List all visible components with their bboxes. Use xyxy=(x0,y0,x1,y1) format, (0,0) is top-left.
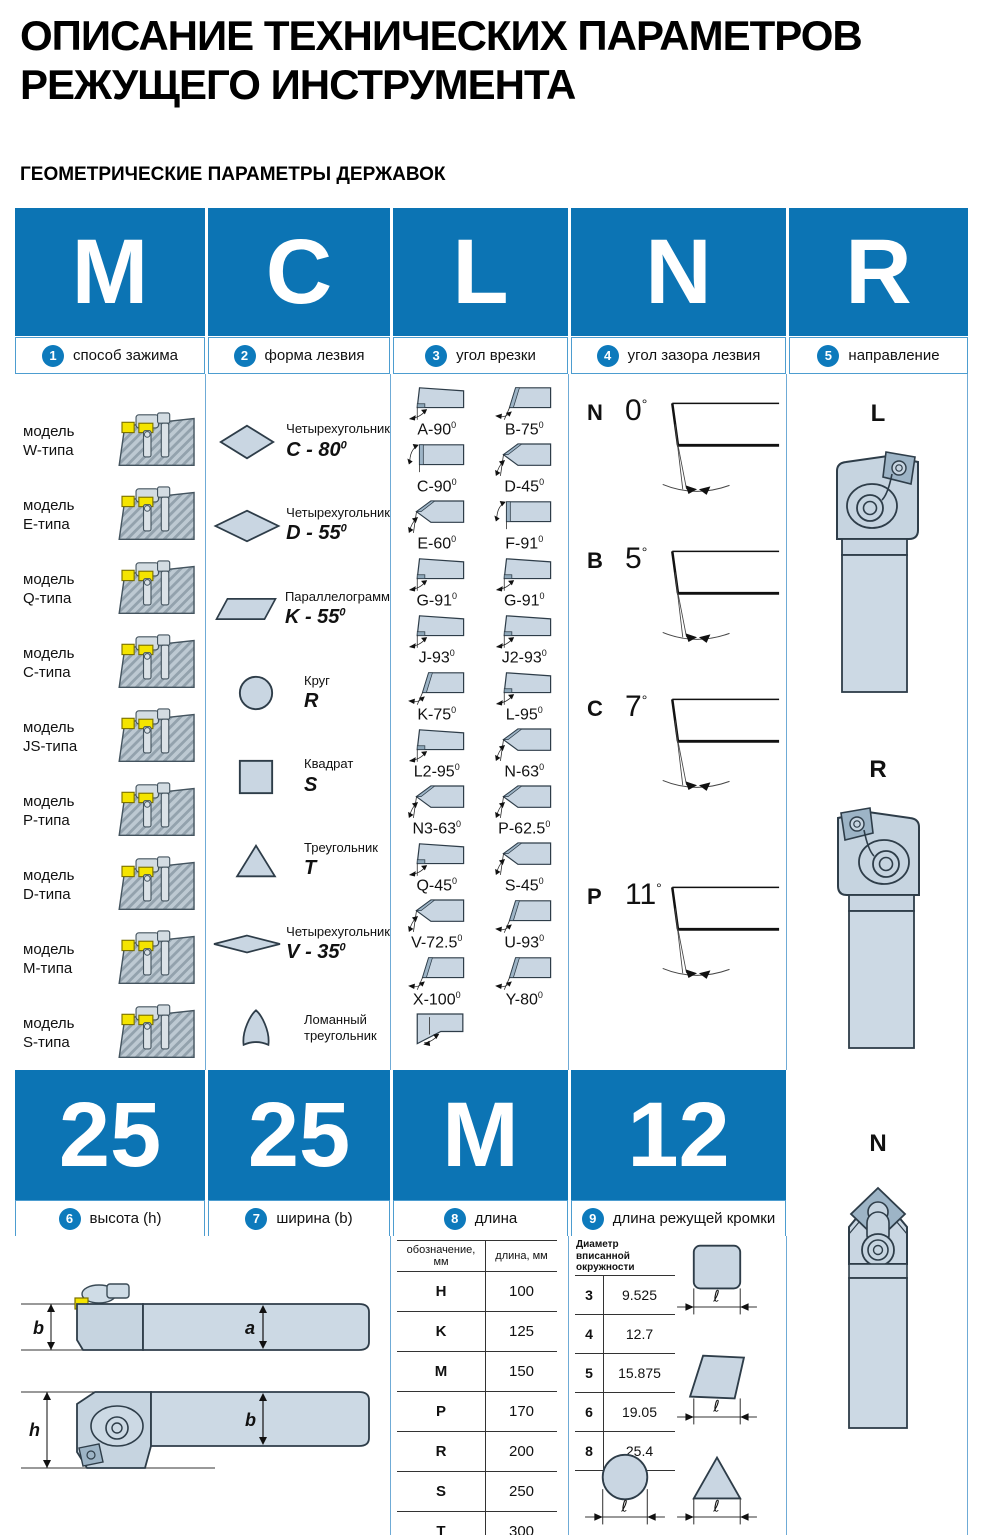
blade-shapes-column xyxy=(208,374,391,1070)
cutting-angle-label: $L2-95^0$ xyxy=(413,762,460,781)
cutting-angle-diagram-icon xyxy=(397,840,477,878)
param-number-badge: 9 xyxy=(582,1208,604,1230)
cutting-angle-cell xyxy=(393,441,481,498)
model-row: модель P-типа xyxy=(15,774,205,848)
shape-name: Ломанный xyxy=(304,1011,367,1027)
clearance-angle-row xyxy=(571,388,786,536)
shape-code: D - $55^0$ xyxy=(286,522,347,545)
param-number-badge: 7 xyxy=(245,1208,267,1230)
shape-row xyxy=(208,903,390,987)
model-row: модель D-типа xyxy=(15,848,205,922)
svg-text:ℓ: ℓ xyxy=(713,1496,720,1516)
cutting-angle-label: $J-93^0$ xyxy=(418,648,455,667)
shape-name: Четырехугольник xyxy=(286,923,390,939)
table-row: K 125 xyxy=(397,1312,557,1352)
clamp-section-image xyxy=(103,930,199,988)
cutting-angle-cell xyxy=(481,441,569,498)
cutting-angle-diagram-icon xyxy=(484,498,564,536)
table-row: 8 25.4 xyxy=(575,1431,675,1470)
cutting-angle-label: $F-91^0$ xyxy=(505,534,544,553)
table-row: H 100 xyxy=(397,1272,557,1312)
param-number-badge: 4 xyxy=(597,345,619,367)
clamp-section-image xyxy=(103,1004,199,1062)
shape-code: V - $35^0$ xyxy=(286,941,346,963)
holder-dimensions-panel xyxy=(15,1236,391,1535)
cutting-angle-label: $A-90^0$ xyxy=(417,420,457,439)
length-table xyxy=(397,1240,557,1535)
shape-name: Четырехугольник xyxy=(286,505,390,520)
clamp-section-image xyxy=(103,708,199,766)
cutting-angle-diagram-icon xyxy=(484,726,564,764)
param-label-4 xyxy=(571,337,786,374)
param-label-text: способ зажима xyxy=(72,347,179,364)
length-table-panel xyxy=(393,1236,569,1535)
cutting-angle-label: P-62.5$^0$ xyxy=(498,819,551,838)
param-number-badge: 5 xyxy=(817,345,839,367)
shape-name: Квадрат xyxy=(304,756,354,772)
param-number-badge: 3 xyxy=(425,345,447,367)
holder-code-cell-5: R xyxy=(789,208,968,336)
table-row: 6 19.05 xyxy=(575,1392,675,1431)
svg-text:a: a xyxy=(245,1318,256,1338)
model-row: модель JS-типа xyxy=(15,700,205,774)
cutting-angle-diagram-icon xyxy=(397,612,477,650)
section-subtitle: ГЕОМЕТРИЧЕСКИЕ ПАРАМЕТРЫ ДЕРЖАВОК xyxy=(20,164,446,185)
size-code-cell-edge: 12 xyxy=(571,1070,786,1200)
cutting-angle-label: $L-95^0$ xyxy=(505,705,543,724)
table-row: 4 12.7 xyxy=(575,1314,675,1353)
clamp-section-image xyxy=(103,634,199,692)
clearance-diagram-icon xyxy=(657,536,781,664)
clamp-models-column xyxy=(15,374,206,1070)
model-row: модель W-типа xyxy=(15,404,205,478)
holder-code-cell-2: C xyxy=(208,208,390,336)
direction-tool-left-image xyxy=(822,442,934,694)
param-label-text: длина xyxy=(474,1210,518,1227)
cutting-angle-label: $Y-80^0$ xyxy=(505,990,543,1009)
cutting-angle-diagram-icon xyxy=(484,612,564,650)
shape-code: S xyxy=(304,773,318,796)
cutting-angle-cell xyxy=(481,783,569,840)
shape-triangle-icon xyxy=(208,843,304,879)
cutting-angle-diagram-icon xyxy=(397,555,477,593)
shape-name: Треугольник xyxy=(304,840,378,855)
cutting-angle-cell xyxy=(481,954,569,1011)
direction-column xyxy=(789,374,968,1535)
cutting-angle-diagram-icon xyxy=(484,441,564,479)
param-label-text: угол врезки xyxy=(456,347,536,364)
cutting-angle-cell xyxy=(393,612,481,669)
shape-name: Круг xyxy=(304,672,330,688)
shape-row xyxy=(208,484,390,568)
shape-square-icon xyxy=(208,758,304,796)
cutting-angle-diagram-icon xyxy=(397,1011,477,1049)
cutting-angle-diagram-icon xyxy=(484,555,564,593)
clamp-section-image xyxy=(103,856,199,914)
param-label-1 xyxy=(15,337,205,374)
param-label-8 xyxy=(393,1200,568,1237)
holder-side-view-image xyxy=(15,1278,387,1374)
cutting-angle-cell xyxy=(393,555,481,612)
model-row: модель E-типа xyxy=(15,478,205,552)
cutting-angle-diagram-icon xyxy=(484,897,564,935)
cutting-angle-label: $C-90^0$ xyxy=(416,477,457,496)
clamp-section-image xyxy=(103,782,199,840)
page-title-line1: ОПИСАНИЕ ТЕХНИЧЕСКИХ ПАРАМЕТРОВ xyxy=(20,12,862,59)
cutting-angle-cell xyxy=(481,612,569,669)
cutting-angle-cell xyxy=(481,669,569,726)
cutting-angle-label: V-72.5$^0$ xyxy=(411,933,463,952)
holder-code-cell-1: M xyxy=(15,208,205,336)
table-row: R 200 xyxy=(397,1432,557,1472)
size-code-cell-width: 25 xyxy=(208,1070,390,1200)
clearance-angles-column xyxy=(571,374,787,1070)
shape-circle-icon xyxy=(208,674,304,712)
cutting-angle-label: $E-60^0$ xyxy=(417,534,457,553)
edge-length-parallelogram-icon xyxy=(675,1352,759,1430)
inscribed-circle-table xyxy=(575,1238,675,1471)
clearance-value: 0° xyxy=(625,394,648,427)
model-row: модель S-типа xyxy=(15,996,205,1070)
table-row: T 300 xyxy=(397,1512,557,1535)
param-label-text: направление xyxy=(848,347,940,364)
cutting-angle-cell xyxy=(393,840,481,897)
cutting-angle-label: $G-91^0$ xyxy=(503,591,545,610)
cutting-angle-label: $J2-93^0$ xyxy=(501,648,547,667)
cutting-angle-cell xyxy=(393,954,481,1011)
edge-length-triangle-icon xyxy=(675,1452,759,1530)
shape-code: R xyxy=(304,689,319,712)
table-row: S 250 xyxy=(397,1472,557,1512)
cutting-angle-label: $S-45^0$ xyxy=(504,876,544,895)
clearance-letter: B xyxy=(587,548,603,573)
param-label-text: форма лезвия xyxy=(264,347,365,364)
cutting-angle-cell-unlabeled xyxy=(393,1011,481,1068)
param-label-text: ширина (b) xyxy=(276,1210,353,1227)
cutting-angle-diagram-icon xyxy=(397,897,477,935)
direction-label-neutral: N xyxy=(869,1130,887,1157)
param-number-badge: 1 xyxy=(42,345,64,367)
cutting-angle-diagram-icon xyxy=(397,954,477,992)
cutting-angle-label: $N-63^0$ xyxy=(504,762,545,781)
cutting-angles-column xyxy=(393,374,569,1070)
edge-length-panel xyxy=(571,1236,787,1535)
length-table-header-length: длина, мм xyxy=(486,1241,558,1272)
param-number-badge: 2 xyxy=(234,345,256,367)
svg-text:ℓ: ℓ xyxy=(713,1396,720,1416)
holder-code-cell-4: N xyxy=(571,208,786,336)
cutting-angle-cell xyxy=(393,669,481,726)
svg-text:ℓ: ℓ xyxy=(621,1496,628,1516)
clamp-section-image xyxy=(103,560,199,618)
shape-diamond-35-icon xyxy=(208,933,286,955)
cutting-angle-diagram-icon xyxy=(397,783,477,821)
param-label-7 xyxy=(208,1200,390,1237)
clearance-value: 5° xyxy=(625,542,648,575)
shape-trigon-icon xyxy=(208,1007,304,1049)
clearance-angle-row xyxy=(571,872,786,1020)
holder-code-cell-3: L xyxy=(393,208,568,336)
shape-diamond-80-icon xyxy=(208,423,286,461)
shape-row xyxy=(208,735,390,819)
cutting-angle-diagram-icon xyxy=(484,669,564,707)
clearance-letter: N xyxy=(587,400,603,425)
shape-code: K - $55^0$ xyxy=(284,606,346,628)
cutting-angle-diagram-icon xyxy=(484,954,564,992)
svg-text:h: h xyxy=(29,1420,40,1440)
table-row: 5 15.875 xyxy=(575,1353,675,1392)
inscribed-circle-header: Диаметр вписанной окружности xyxy=(575,1238,675,1275)
cutting-angle-cell xyxy=(481,840,569,897)
model-row: модель Q-типа xyxy=(15,552,205,626)
cutting-angle-label: $N3-63^0$ xyxy=(412,819,462,838)
param-label-text: угол зазора лезвия xyxy=(627,347,761,364)
cutting-angle-diagram-icon xyxy=(397,384,477,422)
cutting-angle-label: $X-100^0$ xyxy=(412,990,461,1009)
cutting-angle-label: $Q-45^0$ xyxy=(416,876,458,895)
cutting-angle-cell xyxy=(481,498,569,555)
shape-code: T xyxy=(304,857,317,880)
shape-code: C - $80^0$ xyxy=(286,438,347,461)
clearance-diagram-icon xyxy=(657,872,781,1000)
svg-text:b: b xyxy=(245,1410,256,1430)
clearance-value: 7° xyxy=(625,690,648,723)
clearance-letter: P xyxy=(587,884,602,909)
cutting-angle-diagram-icon xyxy=(397,726,477,764)
cutting-angle-cell xyxy=(481,726,569,783)
direction-tool-neutral-image xyxy=(822,1172,934,1430)
shape-row xyxy=(208,400,390,484)
cutting-angle-label: $B-75^0$ xyxy=(504,420,544,439)
cutting-angle-label: $K-75^0$ xyxy=(417,705,457,724)
cutting-angle-cell xyxy=(393,897,481,954)
page-title xyxy=(20,12,862,109)
param-label-2 xyxy=(208,337,390,374)
param-number-badge: 6 xyxy=(59,1208,81,1230)
svg-text:b: b xyxy=(33,1318,44,1338)
cutting-angle-diagram-icon xyxy=(397,669,477,707)
svg-text:ℓ: ℓ xyxy=(713,1286,720,1306)
shape-row xyxy=(208,568,390,652)
clearance-angle-row xyxy=(571,684,786,832)
shape-name: Четырехугольник xyxy=(286,421,390,437)
shape-diamond-55-icon xyxy=(208,508,286,544)
cutting-angle-label: $D-45^0$ xyxy=(504,477,545,496)
cutting-angle-diagram-icon xyxy=(397,498,477,536)
param-label-3 xyxy=(393,337,568,374)
cutting-angle-label: $U-93^0$ xyxy=(504,933,545,952)
clearance-angle-row xyxy=(571,536,786,684)
direction-label-left: L xyxy=(870,400,886,427)
param-label-text: длина режущей кромки xyxy=(612,1210,776,1227)
size-code-cell-height: 25 xyxy=(15,1070,205,1200)
shape-name-line2: треугольник xyxy=(304,1028,377,1044)
clamp-section-image xyxy=(103,486,199,544)
cutting-angle-cell xyxy=(393,384,481,441)
cutting-angle-cell xyxy=(481,384,569,441)
shape-row xyxy=(208,986,390,1070)
cutting-angle-cell xyxy=(481,897,569,954)
clamp-section-image xyxy=(103,412,199,470)
length-table-header-designation: обозначение, мм xyxy=(397,1241,486,1272)
clearance-diagram-icon xyxy=(657,388,781,516)
shape-row xyxy=(208,819,390,903)
shape-parallelogram-icon xyxy=(208,596,285,622)
direction-label-right: R xyxy=(869,756,887,783)
cutting-angle-cell xyxy=(393,498,481,555)
cutting-angle-cell xyxy=(481,555,569,612)
model-row: модель M-типа xyxy=(15,922,205,996)
cutting-angle-label: $G-91^0$ xyxy=(416,591,458,610)
shape-row xyxy=(208,651,390,735)
param-label-5 xyxy=(789,337,968,374)
cutting-angle-diagram-icon xyxy=(484,840,564,878)
edge-length-square-icon xyxy=(675,1242,759,1320)
clearance-value: 11° xyxy=(625,878,662,911)
param-number-badge: 8 xyxy=(444,1208,466,1230)
cutting-angle-diagram-icon xyxy=(484,384,564,422)
direction-tool-right-image xyxy=(822,798,934,1050)
param-label-9 xyxy=(571,1200,786,1237)
cutting-angle-diagram-icon xyxy=(397,441,477,479)
size-code-cell-length: M xyxy=(393,1070,568,1200)
table-row: 3 9.525 xyxy=(575,1275,675,1314)
table-row: P 170 xyxy=(397,1392,557,1432)
cutting-angle-cell xyxy=(393,726,481,783)
model-row: модель C-типа xyxy=(15,626,205,700)
param-label-text: высота (h) xyxy=(89,1210,162,1227)
cutting-angle-cell xyxy=(393,783,481,840)
edge-length-circle-icon xyxy=(583,1452,667,1530)
clearance-diagram-icon xyxy=(657,684,781,812)
shape-name: Параллелограмм xyxy=(284,588,390,604)
page-title-line2: РЕЖУЩЕГО ИНСТРУМЕНТА xyxy=(20,60,576,108)
param-label-6 xyxy=(15,1200,205,1237)
table-row: M 150 xyxy=(397,1352,557,1392)
holder-front-view-image xyxy=(15,1382,387,1478)
clearance-letter: C xyxy=(587,696,603,721)
cutting-angle-diagram-icon xyxy=(484,783,564,821)
